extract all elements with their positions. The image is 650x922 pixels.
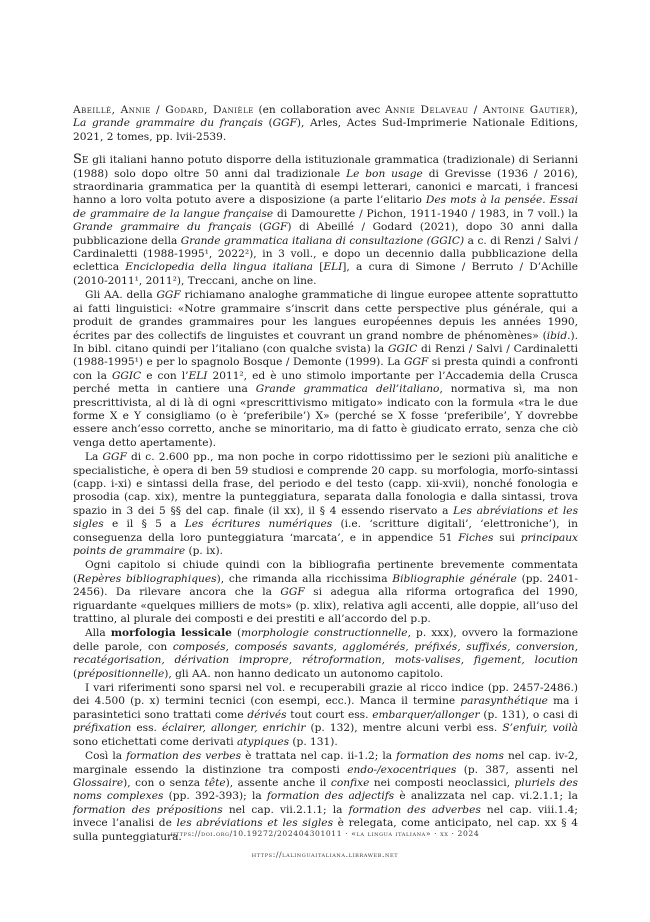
italic-run: GGF <box>403 356 429 369</box>
italic-run: éclairer, allonger, enrichir <box>162 722 306 735</box>
text-run: [ <box>312 261 324 274</box>
text-run: ), gli AA. non hanno dedicato un autonomo capitolo. <box>164 667 444 680</box>
footer-doi-line: https://doi.org/10.19272/202404301011 · «la lingua italiana» · xx · 2024 <box>170 829 480 838</box>
text-run: tout court ess. <box>286 708 373 721</box>
italic-run: embarquer/allonger <box>372 708 480 721</box>
italic-run: formation des adjectifs <box>266 790 395 803</box>
book-citation <box>73 104 578 144</box>
italic-run: GGF <box>102 451 127 464</box>
italic-run: GGF <box>156 289 181 302</box>
paragraph-1 <box>73 153 578 288</box>
citation-collaborators: Annie Delaveau / Antoine Gautier <box>385 104 571 116</box>
text-run: è relegata, come anticipato, nel cap. xx § 4 sulla punteggiatura. <box>73 817 578 843</box>
text-run: è trattata nel cap. ii-1.2; la <box>241 750 397 763</box>
citation-abbr-open: ( <box>262 117 273 130</box>
text-run: di c. 2.600 pp., ma non poche in corpo ridottissimo per le sezioni più analitiche e specialistiche, è opera di ben 59 studiosi e comprende 20 capp. su morfologia, morfo-sintassi (capp. i-xi) e sintassi della frase, del periodo e del testo (capp. xii-xvii), nonché fonologia e prosodia (cap. xix), mentre la punteggiatura, separata dalla fonologia e dalla sintassi, trova spazio in 3 dei 5 §§ del cap. finale (il xx), il § 4 essendo riservato a <box>73 451 579 517</box>
paragraph-5 <box>73 627 578 681</box>
text-run: nel cap. viii.1.4; invece l’analisi de <box>73 803 578 830</box>
citation-collab-prefix: (en collaboration avec <box>253 104 386 116</box>
citation-authors: Abeillé, Annie / Godard, Danièle <box>73 104 254 116</box>
italic-run: Fiches <box>458 531 494 544</box>
italic-run: GGIC <box>388 342 418 355</box>
citation-title: La grande grammaire du français <box>73 117 263 130</box>
italic-run: formation des adverbes <box>348 803 481 816</box>
paragraph-4 <box>73 559 578 626</box>
italic-run: préfixation <box>73 722 132 735</box>
italic-run: Grande grammaire du français <box>73 221 252 234</box>
paragraph-2 <box>73 289 578 450</box>
text-run: di Renzi / Salvi / Cardinaletti (1988-1995¹) e per lo spagnolo Bosque / Demonte (1999). La <box>73 342 578 369</box>
text-run: si adegua alla riforma ortografica del 1990, riguardante «quelques milliers de mots» (p. xlix), relativa agli accenti, alle doppie, all’uso del trattino, al plurale dei composti e dei prestiti e all’accordo del p.p. <box>73 586 578 626</box>
text-run: ], a cura di Simone / Berruto / D’Achille (2010-2011¹, 2011²), Treccani, anche on line. <box>73 261 578 287</box>
text-run: (p. 131), o casi di <box>479 708 578 721</box>
italic-run: GGIC <box>111 369 142 382</box>
text-run: Così la <box>85 750 127 763</box>
italic-run: parasynthétique <box>460 695 548 708</box>
text-run: ), con o senza <box>123 776 205 789</box>
text-run: , normativa sì, ma non prescrittivista, al di là di ogni «prescrittivismo mitigato» indicato con la formula «tra le due forme X e Y consigliamo (o è ‘preferibile’) X» (perché se X fosse ‘preferibile’, Y dovrebbe essere anch’esso corretto, anche se minoritario, ma di fatto è giudicato errato, senza che ciò venga detto apertamente). <box>73 383 578 449</box>
text-run: sono etichettati come derivati <box>73 735 237 748</box>
text-run: ) di Abeillé / Godard (2021), dopo 30 anni dalla pubblicazione della <box>73 221 578 247</box>
text-run: (pp. 2401-2456). Da rilevare ancora che la <box>73 572 578 599</box>
italic-run: ELI <box>188 369 208 382</box>
text-run: La <box>85 451 103 464</box>
text-run: a c. di Renzi / Salvi / Cardinaletti (1988-1995¹, 2022²), in 3 voll., e dopo un decennio dalla pubblicazione della eclettica <box>73 234 579 274</box>
citation-details: ), Arles, Actes Sud-Imprimerie Nationale Editions, 2021, 2 tomes, pp. lvii-2539. <box>73 117 578 143</box>
italic-run: formation des prépositions <box>73 803 223 816</box>
italic-run: morphologie constructionnelle <box>241 627 408 640</box>
italic-run: ibid. <box>546 329 571 342</box>
paragraph-3 <box>73 451 578 558</box>
text-run: Alla <box>85 627 111 640</box>
italic-run: pluriels des noms complexes <box>73 776 578 803</box>
italic-run: Grande grammatica italiana di consultazione (GGIC) <box>180 234 465 247</box>
italic-run: Bibliographie générale <box>392 572 517 585</box>
text-run: ). In bibl. citano quindi per l’italiano (con qualche svista) la <box>73 329 578 355</box>
text-run: nei composti neoclassici, <box>369 776 515 789</box>
text-run: ( <box>73 667 78 680</box>
italic-run: Enciclopedia della lingua italiana <box>125 261 313 274</box>
italic-run: formation des noms <box>396 750 504 763</box>
text-run: nel cap. vii.2.1.1; la <box>222 803 349 816</box>
italic-run: GGF <box>263 221 288 234</box>
text-run: e il § 5 a <box>103 518 185 531</box>
italic-run: formation des verbes <box>126 750 242 763</box>
italic-run: composés, composés savants, agglomérés, préfixés, suffixés, conversion, recatégorisation, dérivation impropre, rétroformation, mots-valises, figement, locution <box>73 640 579 667</box>
text-run: di Grevisse (1936 / 2016), straordinaria grammatica per la quantità di esempi letterari, canonici e marcati, i francesi hanno a loro volta potuto avere a disposizione (a parte l’elitario <box>73 167 578 207</box>
text-run: Ogni capitolo si chiude quindi con la bibliografia pertinente brevemente commentata ( <box>73 559 578 585</box>
review-article <box>73 104 578 844</box>
bold-run: morfologia lessicale <box>110 627 232 640</box>
citation-abbr: GGF <box>272 117 297 130</box>
italic-run: S’enfuir, voilà <box>502 722 578 735</box>
text-run: ( <box>231 627 242 640</box>
text-run: e con l’ <box>141 369 189 382</box>
text-run: è analizzata nel cap. vi.2.1.1; la <box>394 790 578 803</box>
text-run: ess. <box>131 722 162 735</box>
text-run: I vari riferimenti sono sparsi nel vol. e recuperabili grazie al ricco indice (pp. 2457-2486.) dei 4.500 (p. x) termini tecnici (con esempi, ecc.). Manca il termine <box>73 682 578 708</box>
italic-run: GGF <box>280 586 305 599</box>
text-run: gli italiani hanno potuto disporre della istituzionale grammatica (tradizionale) di Serianni (1988) solo dopo oltre 50 anni dal tradizionale <box>73 154 578 180</box>
text-run: ), assente anche il <box>225 776 331 789</box>
text-run: ( <box>251 221 264 234</box>
text-run: (i.e. ‘scritture digitali’, ‘elettroniche’), in conseguenza della loro punteggiatura ‘marcata’, e in appendice 51 <box>73 518 578 544</box>
text-run: di Damourette / Pichon, 1911-1940 / 1983, in 7 voll.) la <box>273 207 578 220</box>
italic-run: confixe <box>330 776 370 789</box>
italic-run: principaux points de grammaire <box>73 531 578 557</box>
italic-run: les abréviations et les sigles <box>176 817 334 830</box>
italic-run: Glossaire <box>73 776 124 789</box>
text-run: sui <box>493 531 521 544</box>
footer-url-line: https://lalinguaitaliana.libraweb.net <box>251 850 399 859</box>
text-run: (p. 387, assenti nel <box>456 763 578 776</box>
italic-run: Des mots à la pensée. Essai de grammaire de la langue française <box>73 194 578 220</box>
text-run: , p. xxx), ovvero la formazione delle parole, con <box>73 627 578 653</box>
italic-run: atypiques <box>236 735 290 748</box>
text-run: nel cap. iv-2, marginale essendo la distinzione tra composti <box>73 750 578 776</box>
paragraph-6 <box>73 682 578 749</box>
italic-run: Les écritures numériques <box>184 518 333 531</box>
text-run: (pp. 392-393); la <box>163 790 267 803</box>
italic-run: dérivés <box>247 708 287 721</box>
text-run: 2011², ed è uno stimolo importante per l’Accademia della Crusca perché metta in cantiere una <box>73 369 578 396</box>
text-run: ma i parasintetici sono trattati come <box>73 695 579 721</box>
italic-run: prépositionnelle <box>77 667 165 680</box>
text-run: richiamano analoghe grammatiche di lingue europee attente soprattutto ai fatti linguistici: «Notre grammaire s’inscrit dans cette perspective plus générale, qui a produit de grandes grammaires pour les langues européennes depuis les années 1990, écrites par des collectifs de linguistes et couvrant un grand nombre de phénomènes» ( <box>73 289 579 342</box>
italic-run: Le bon usage <box>346 167 423 180</box>
italic-run: Repères bibliographiques <box>77 572 217 585</box>
text-run: Gli AA. della <box>85 289 157 302</box>
text-run: (p. ix). <box>185 545 224 557</box>
text-run: (p. 132), mentre alcuni verbi ess. <box>305 722 503 735</box>
italic-run: ELI <box>323 261 343 274</box>
italic-run: tête <box>204 776 226 789</box>
italic-run: endo-/exocentriques <box>347 763 457 776</box>
initial-letters: Se <box>73 152 89 168</box>
italic-run: Les abréviations et les sigles <box>73 504 579 531</box>
citation-collab-suffix: ), <box>570 104 579 116</box>
text-run: si presta quindi a confronti con la <box>73 356 578 382</box>
text-run: ), che rimanda alla ricchissima <box>216 572 393 585</box>
text-run: (p. 131). <box>289 735 338 748</box>
italic-run: Grande grammatica dell’italiano <box>255 383 440 396</box>
